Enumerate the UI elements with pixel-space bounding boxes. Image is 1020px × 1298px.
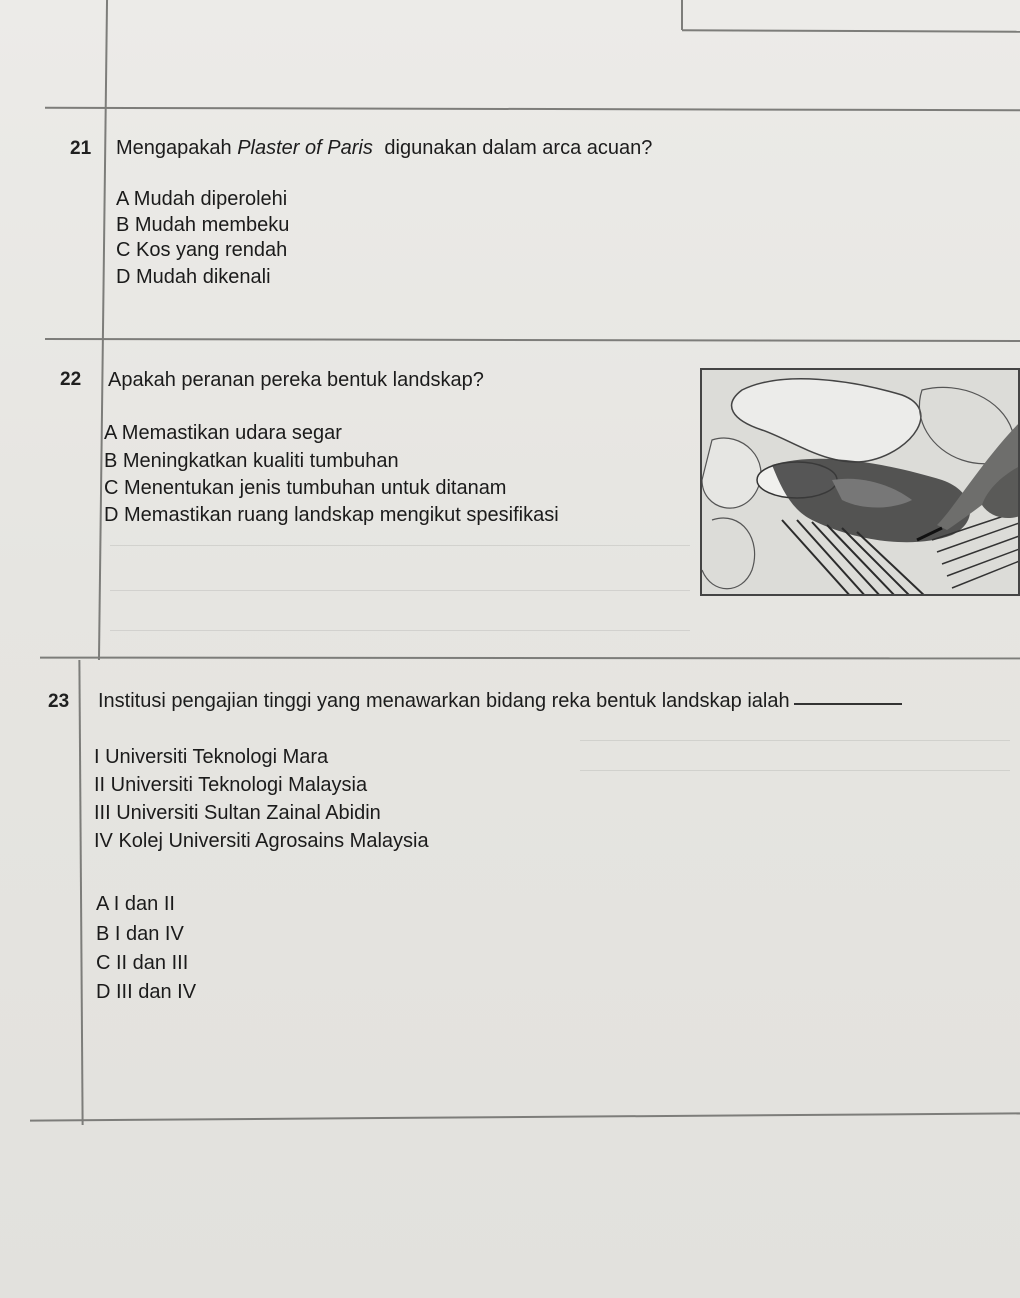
top-short-rule xyxy=(682,29,1020,32)
question-23-stem-text: Institusi pengajian tinggi yang menawarkan bidang reka bentuk landskap ialah xyxy=(98,690,790,712)
question-21-option-b: B Mudah membeku xyxy=(116,214,290,236)
question-23-statement-iv: IV Kolej Universiti Agrosains Malaysia xyxy=(94,830,429,852)
question-22-option-b: B Meningkatkan kualiti tumbuhan xyxy=(104,450,399,472)
question-21-stem-italic: Plaster of Paris xyxy=(237,137,373,159)
question-21-option-a: A Mudah diperolehi xyxy=(116,188,288,210)
top-short-vertical-rule xyxy=(681,0,683,30)
question-number-23: 23 xyxy=(48,691,70,712)
question-23-statement-iii: III Universiti Sultan Zainal Abidin xyxy=(94,802,381,824)
question-23-statement-ii: II Universiti Teknologi Malaysia xyxy=(94,774,368,796)
bleed-through-line xyxy=(580,770,1010,771)
question-21-option-c: C Kos yang rendah xyxy=(116,239,288,261)
row-rule-top xyxy=(45,107,1020,112)
bleed-through-line xyxy=(110,545,690,546)
question-23-option-b: B I dan IV xyxy=(96,923,184,945)
landscape-sketch-image xyxy=(700,368,1020,596)
question-23-option-c: C II dan III xyxy=(96,952,189,974)
question-23-statement-i: I Universiti Teknologi Mara xyxy=(94,746,329,768)
question-22-option-a: A Memastikan udara segar xyxy=(104,422,342,444)
row-rule-bottom xyxy=(30,1112,1020,1121)
row-rule-q21-q22 xyxy=(45,338,1020,342)
question-22-stem: Apakah peranan pereka bentuk landskap? xyxy=(108,369,484,391)
question-23-option-d: D III dan IV xyxy=(96,981,197,1003)
question-22-option-c: C Menentukan jenis tumbuhan untuk ditanam xyxy=(104,477,507,499)
answer-blank xyxy=(794,703,902,705)
question-21-stem-prefix: Mengapakah xyxy=(116,137,232,159)
question-23-stem xyxy=(98,690,902,713)
question-21-stem xyxy=(116,137,652,160)
question-number-21: 21 xyxy=(70,138,92,159)
question-22-option-d: D Memastikan ruang landskap mengikut spesifikasi xyxy=(104,504,559,526)
bleed-through-line xyxy=(580,740,1010,741)
question-number-22: 22 xyxy=(60,369,82,390)
landscape-sketch-icon xyxy=(702,370,1020,596)
row-rule-q22-q23 xyxy=(40,657,1020,660)
question-21-stem-suffix: digunakan dalam arca acuan? xyxy=(384,137,653,159)
left-margin-rule xyxy=(98,0,108,660)
bleed-through-line xyxy=(110,590,690,591)
left-margin-rule-lower xyxy=(78,660,83,1125)
question-23-option-a: A I dan II xyxy=(96,893,175,915)
bleed-through-line xyxy=(110,630,690,631)
question-21-option-d: D Mudah dikenali xyxy=(116,266,271,288)
